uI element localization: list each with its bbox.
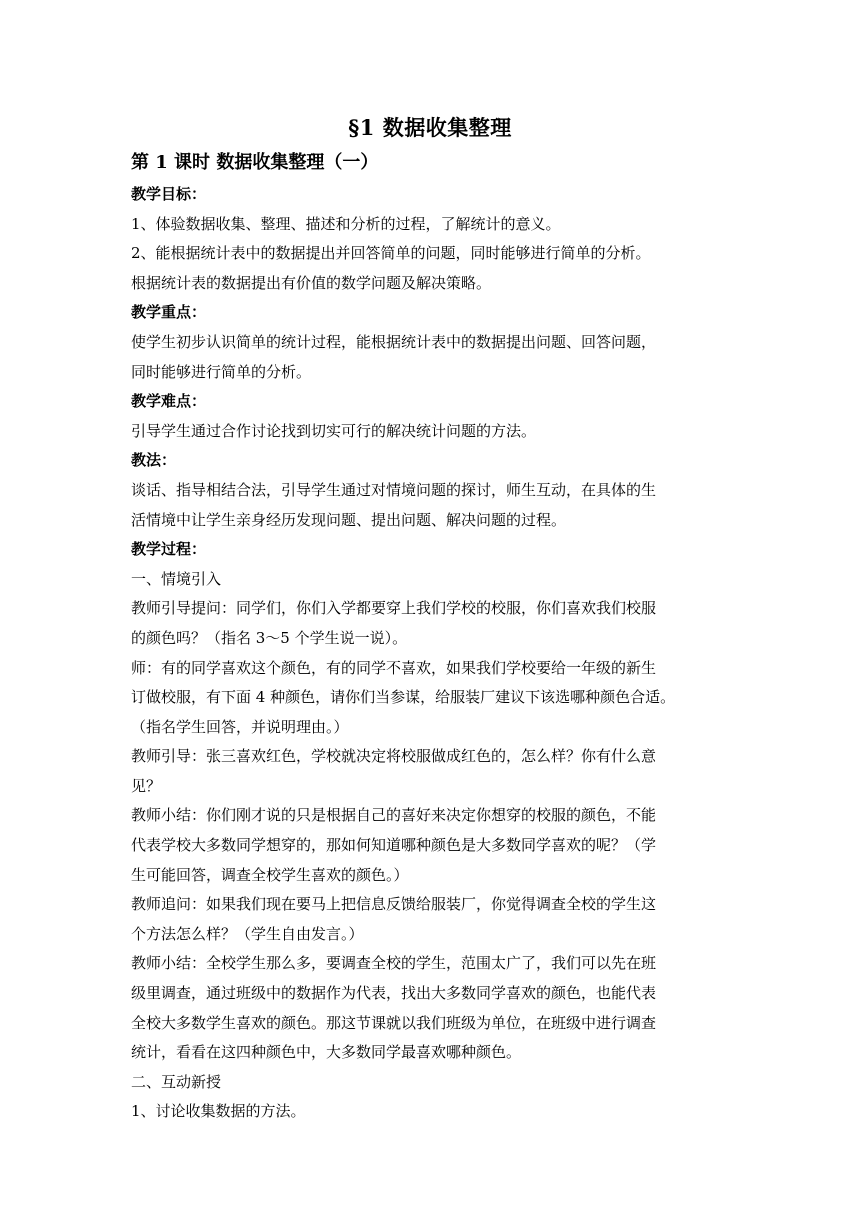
paragraph-line: 教师小结：你们刚才说的只是根据自己的喜好来决定你想穿的校服的颜色，不能 (131, 806, 657, 825)
paragraph-line: 级里调查，通过班级中的数据作为代表，找出大多数同学喜欢的颜色，也能代表 (131, 984, 657, 1003)
paragraph-line: 全校大多数学生喜欢的颜色。那这节课就以我们班级为单位，在班级中进行调查 (131, 1013, 657, 1032)
paragraph-line: 二、互动新授 (131, 1072, 222, 1091)
text-lines (131, 180, 731, 1127)
paragraph-line: 1、体验数据收集、整理、描述和分析的过程，了解统计的意义。 (131, 214, 561, 233)
section-heading: 教学目标： (131, 185, 207, 203)
paragraph-line: 个方法怎么样？（学生自由发言。） (131, 924, 364, 943)
section-heading: 教法： (131, 451, 177, 470)
paragraph-line: 的颜色吗？（指名 3～5 个学生说一说）。 (131, 628, 408, 647)
paragraph-line: 统计，看看在这四种颜色中，大多数同学最喜欢哪种颜色。 (131, 1043, 522, 1062)
paragraph-line: 代表学校大多数同学想穿的，那如何知道哪种颜色是大多数同学喜欢的呢？（学 (131, 836, 657, 855)
paragraph-line: （指名学生回答，并说明理由。） (131, 717, 349, 736)
paragraph-line: 2、能根据统计表中的数据提出并回答简单的问题，同时能够进行简单的分析。 (131, 244, 651, 263)
paragraph-line: 见？ (131, 776, 162, 795)
paragraph-line: 活情境中让学生亲身经历发现问题、提出问题、解决问题的过程。 (131, 510, 567, 529)
paragraph-line: 教师引导：张三喜欢红色，学校就决定将校服做成红色的，怎么样？你有什么意 (131, 747, 657, 766)
paragraph-line: 订做校服，有下面 4 种颜色，请你们当参谋，给服装厂建议下该选哪种颜色合适。 (131, 688, 676, 707)
paragraph-line: 教师引导提问：同学们，你们入学都要穿上我们学校的校服，你们喜欢我们校服 (131, 599, 657, 618)
paragraph-line: 引导学生通过合作讨论找到切实可行的解决统计问题的方法。 (131, 421, 537, 440)
document-title: §1 数据收集整理 (348, 115, 512, 140)
paragraph-line: 一、情境引入 (131, 569, 222, 588)
paragraph-line: 教师小结：全校学生那么多，要调查全校的学生，范围太广了，我们可以先在班 (131, 954, 657, 973)
document-body (131, 150, 731, 1127)
paragraph-line: 同时能够进行简单的分析。 (131, 362, 312, 381)
paragraph-line: 谈话、指导相结合法，引导学生通过对情境问题的探讨，师生互动，在具体的生 (131, 480, 657, 499)
paragraph-line: 教师追问：如果我们现在要马上把信息反馈给服装厂，你觉得调查全校的学生这 (131, 895, 657, 914)
paragraph-line: 根据统计表的数据提出有价值的数学问题及解决策略。 (131, 273, 492, 292)
section-heading: 教学重点： (131, 303, 207, 322)
paragraph-line: 1、讨论收集数据的方法。 (131, 1102, 306, 1121)
paragraph-line: 师：有的同学喜欢这个颜色，有的同学不喜欢，如果我们学校要给一年级的新生 (131, 658, 657, 677)
paragraph-line: 使学生初步认识简单的统计过程，能根据统计表中的数据提出问题、回答问题， (131, 332, 657, 351)
section-heading: 教学过程： (131, 540, 207, 559)
section-heading: 教学难点： (131, 392, 207, 411)
paragraph-line: 生可能回答，调查全校学生喜欢的颜色。） (131, 865, 409, 884)
lesson-title: 第 1 课时 数据收集整理（一） (131, 152, 379, 173)
